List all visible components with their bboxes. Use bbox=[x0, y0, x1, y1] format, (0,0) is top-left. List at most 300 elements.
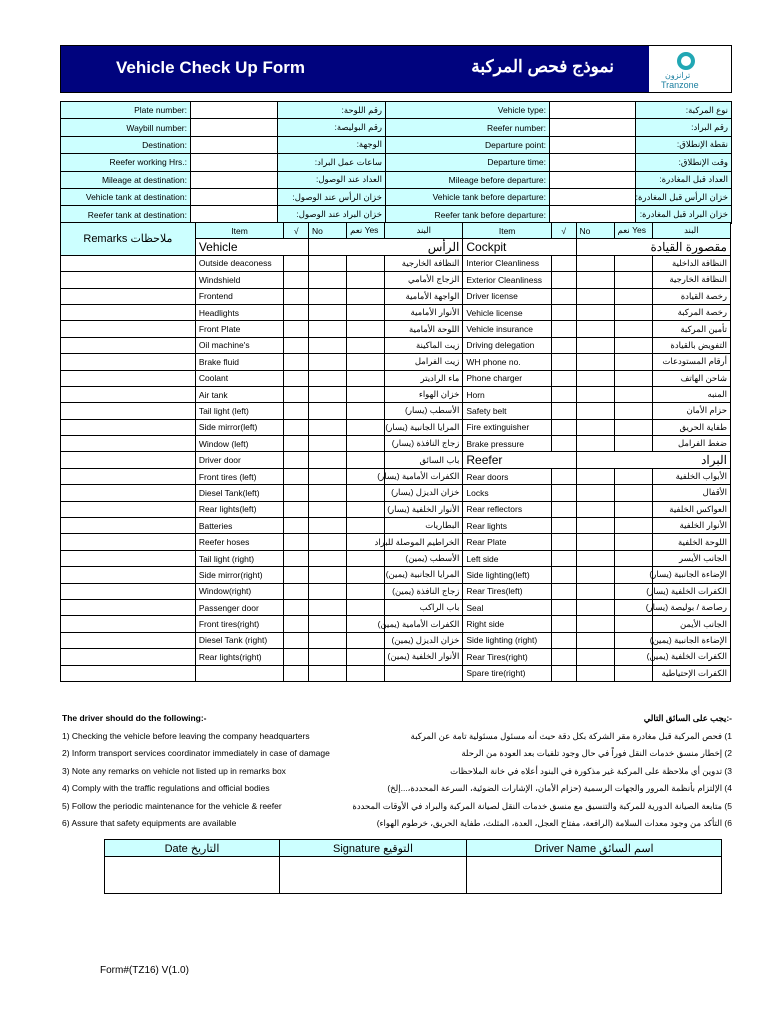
form-header bbox=[60, 45, 732, 93]
yes-cell-right[interactable] bbox=[614, 501, 652, 517]
check-cell-right[interactable] bbox=[551, 337, 576, 353]
yes-cell[interactable] bbox=[347, 599, 385, 615]
no-cell[interactable] bbox=[309, 321, 347, 337]
item-name-right: Horn bbox=[463, 386, 552, 402]
remarks-cell[interactable] bbox=[61, 370, 196, 386]
remarks-cell[interactable] bbox=[61, 583, 196, 599]
no-cell[interactable] bbox=[309, 403, 347, 419]
section-vehicle-ar: الرأس bbox=[309, 239, 463, 255]
check-cell[interactable] bbox=[284, 649, 309, 665]
check-cell-right[interactable] bbox=[551, 616, 576, 632]
info-label-right-ar: وقت الإنطلاق: bbox=[636, 154, 732, 171]
checklist-row bbox=[61, 436, 731, 452]
info-label-right-ar: خزان البراد قبل المغادرة: bbox=[636, 206, 732, 223]
no-cell[interactable] bbox=[309, 649, 347, 665]
item-name-right: Side lighting(left) bbox=[463, 567, 552, 583]
check-cell[interactable] bbox=[284, 321, 309, 337]
item-name: Front tires (left) bbox=[195, 468, 284, 484]
section-reefer: Reefer bbox=[463, 452, 576, 468]
check-cell[interactable] bbox=[284, 370, 309, 386]
yes-cell[interactable] bbox=[347, 354, 385, 370]
no-cell-right[interactable] bbox=[576, 550, 614, 566]
check-cell-right[interactable] bbox=[551, 534, 576, 550]
item-name-right-ar: الأقفال bbox=[652, 485, 730, 501]
no-cell-right[interactable] bbox=[576, 518, 614, 534]
logo-arabic: ترانزون bbox=[665, 71, 691, 80]
remarks-cell[interactable] bbox=[61, 649, 196, 665]
info-label-right-ar: العداد قبل المغادرة: bbox=[636, 171, 732, 188]
item-name bbox=[195, 665, 284, 681]
info-row bbox=[61, 171, 732, 188]
info-value-left[interactable] bbox=[191, 102, 278, 119]
instruction-en: 3) Note any remarks on vehicle not listed up in remarks box bbox=[62, 765, 286, 776]
check-cell-right[interactable] bbox=[551, 583, 576, 599]
no-cell[interactable] bbox=[309, 452, 347, 468]
info-value-left[interactable] bbox=[191, 188, 278, 205]
no-cell[interactable] bbox=[309, 288, 347, 304]
no-cell-right[interactable] bbox=[576, 354, 614, 370]
info-value-right[interactable] bbox=[550, 154, 636, 171]
remarks-cell[interactable] bbox=[61, 632, 196, 648]
remarks-cell[interactable] bbox=[61, 321, 196, 337]
item-name-ar: الزجاج الأمامي bbox=[385, 272, 463, 288]
remarks-cell[interactable] bbox=[61, 386, 196, 402]
check-cell-right[interactable] bbox=[551, 649, 576, 665]
remarks-cell[interactable] bbox=[61, 518, 196, 534]
no-cell[interactable] bbox=[309, 550, 347, 566]
info-label-right-ar: نوع المركبة: bbox=[636, 102, 732, 119]
item-name: Window(right) bbox=[195, 583, 284, 599]
yes-cell[interactable] bbox=[347, 419, 385, 435]
yes-cell[interactable] bbox=[347, 288, 385, 304]
instructions-heading-en: The driver should do the following:- bbox=[62, 713, 207, 723]
no-cell[interactable] bbox=[309, 354, 347, 370]
no-cell[interactable] bbox=[309, 518, 347, 534]
item-name: Reefer hoses bbox=[195, 534, 284, 550]
check-cell[interactable] bbox=[284, 550, 309, 566]
logo-ring-icon bbox=[677, 52, 695, 70]
remarks-cell[interactable] bbox=[61, 272, 196, 288]
info-value-right[interactable] bbox=[550, 206, 636, 223]
check-cell-right[interactable] bbox=[551, 272, 576, 288]
remarks-cell[interactable] bbox=[61, 534, 196, 550]
no-cell[interactable] bbox=[309, 501, 347, 517]
section-cockpit: Cockpit bbox=[463, 239, 576, 255]
item-name-right-ar: الكفرات الإحتياطية bbox=[652, 665, 730, 681]
yes-cell[interactable] bbox=[347, 632, 385, 648]
item-name-right-ar: رخصة المركبة bbox=[652, 304, 730, 320]
check-cell-right[interactable] bbox=[551, 436, 576, 452]
item-name-ar: خزان الديزل (يمين) bbox=[385, 632, 463, 648]
remarks-cell[interactable] bbox=[61, 567, 196, 583]
yes-cell-right[interactable] bbox=[614, 550, 652, 566]
instruction-item bbox=[62, 780, 732, 798]
yes-cell-right[interactable] bbox=[614, 419, 652, 435]
yes-cell-right[interactable] bbox=[614, 665, 652, 681]
check-cell[interactable] bbox=[284, 272, 309, 288]
check-cell-right[interactable] bbox=[551, 255, 576, 271]
no-cell-right[interactable] bbox=[576, 501, 614, 517]
yes-cell[interactable] bbox=[347, 485, 385, 501]
no-cell[interactable] bbox=[309, 419, 347, 435]
check-cell[interactable] bbox=[284, 599, 309, 615]
yes-cell[interactable] bbox=[347, 436, 385, 452]
no-cell[interactable] bbox=[309, 567, 347, 583]
no-cell-right[interactable] bbox=[576, 599, 614, 615]
no-cell-right[interactable] bbox=[576, 632, 614, 648]
check-cell[interactable] bbox=[284, 583, 309, 599]
no-cell-right[interactable] bbox=[576, 321, 614, 337]
no-cell-right[interactable] bbox=[576, 304, 614, 320]
instruction-item bbox=[62, 815, 732, 833]
check-cell[interactable] bbox=[284, 501, 309, 517]
checklist-row bbox=[61, 255, 731, 271]
check-cell[interactable] bbox=[284, 518, 309, 534]
yes-cell-right[interactable] bbox=[614, 518, 652, 534]
yes-cell[interactable] bbox=[347, 370, 385, 386]
no-cell-right[interactable] bbox=[576, 649, 614, 665]
item-name-ar: النظافة الخارجية bbox=[385, 255, 463, 271]
item-name-right: Rear Plate bbox=[463, 534, 552, 550]
item-name-ar: الأنوار الخلفية (يمين) bbox=[385, 649, 463, 665]
info-value-left[interactable] bbox=[191, 154, 278, 171]
remarks-cell[interactable] bbox=[61, 419, 196, 435]
info-label-right: Departure point: bbox=[386, 136, 550, 153]
check-cell[interactable] bbox=[284, 436, 309, 452]
check-cell-right[interactable] bbox=[551, 354, 576, 370]
info-value-right[interactable] bbox=[550, 136, 636, 153]
check-cell-right[interactable] bbox=[551, 485, 576, 501]
item-name-ar: خزان الهواء bbox=[385, 386, 463, 402]
info-label-left: Plate number: bbox=[61, 102, 191, 119]
remarks-cell[interactable] bbox=[61, 403, 196, 419]
check-cell-right[interactable] bbox=[551, 370, 576, 386]
item-name-right: Seal bbox=[463, 599, 552, 615]
no-cell-right[interactable] bbox=[576, 255, 614, 271]
info-value-left[interactable] bbox=[191, 136, 278, 153]
info-row bbox=[61, 136, 732, 153]
item-name-ar: الأنوار الأمامية bbox=[385, 304, 463, 320]
remarks-cell[interactable] bbox=[61, 616, 196, 632]
no-cell[interactable] bbox=[309, 632, 347, 648]
item-name-ar: باب السائق bbox=[385, 452, 463, 468]
check-cell[interactable] bbox=[284, 337, 309, 353]
checklist-row bbox=[61, 583, 731, 599]
instruction-en: 5) Follow the periodic maintenance for the vehicle & reefer bbox=[62, 800, 282, 811]
check-cell[interactable] bbox=[284, 616, 309, 632]
yes-cell[interactable] bbox=[347, 321, 385, 337]
check-cell-right[interactable] bbox=[551, 567, 576, 583]
yes-cell[interactable] bbox=[347, 272, 385, 288]
check-cell-right[interactable] bbox=[551, 288, 576, 304]
item-name: Tail light (left) bbox=[195, 403, 284, 419]
item-name-right: Rear lights bbox=[463, 518, 552, 534]
no-cell[interactable] bbox=[309, 616, 347, 632]
check-cell[interactable] bbox=[284, 354, 309, 370]
check-cell[interactable] bbox=[284, 534, 309, 550]
remarks-cell[interactable] bbox=[61, 485, 196, 501]
item-name: Front tires(right) bbox=[195, 616, 284, 632]
no-cell[interactable] bbox=[309, 485, 347, 501]
check-cell[interactable] bbox=[284, 468, 309, 484]
remarks-cell[interactable] bbox=[61, 436, 196, 452]
remarks-cell[interactable] bbox=[61, 337, 196, 353]
info-label-left: Reefer working Hrs.: bbox=[61, 154, 191, 171]
yes-cell[interactable] bbox=[347, 583, 385, 599]
item-name-right-ar: النظافة الداخلية bbox=[652, 255, 730, 271]
info-label-left-ar: خزان الرأس عند الوصول: bbox=[278, 188, 386, 205]
yes-cell[interactable] bbox=[347, 386, 385, 402]
yes-cell[interactable] bbox=[347, 304, 385, 320]
item-name-ar: المرايا الجانبية (يسار) bbox=[385, 419, 463, 435]
yes-cell-right[interactable] bbox=[614, 632, 652, 648]
driver-name-field[interactable] bbox=[467, 857, 722, 894]
yes-cell-right[interactable] bbox=[614, 288, 652, 304]
yes-cell-right[interactable] bbox=[614, 337, 652, 353]
remarks-cell[interactable] bbox=[61, 501, 196, 517]
no-cell[interactable] bbox=[309, 337, 347, 353]
item-name-right-ar: أرقام المستودعات bbox=[652, 354, 730, 370]
checklist-row bbox=[61, 649, 731, 665]
checklist-row bbox=[61, 468, 731, 484]
no-cell[interactable] bbox=[309, 583, 347, 599]
info-row bbox=[61, 119, 732, 136]
check-cell[interactable] bbox=[284, 665, 309, 681]
item-name-right-ar: اللوحة الخلفية bbox=[652, 534, 730, 550]
yes-cell-right[interactable] bbox=[614, 616, 652, 632]
item-name-ar: المرايا الجانبية (يمين) bbox=[385, 567, 463, 583]
no-cell[interactable] bbox=[309, 272, 347, 288]
signature-input-row bbox=[105, 857, 722, 894]
instruction-en: 6) Assure that safety equipments are available bbox=[62, 818, 237, 828]
section-vehicle: Vehicle bbox=[195, 239, 308, 255]
instruction-ar: 6) التأكد من وجود معدات السلامة (الرافعة، مفتاح العجل، العدة، المثلث، طفاية الحريق، خرطوم الهواء) bbox=[376, 818, 732, 828]
check-cell-right[interactable] bbox=[551, 632, 576, 648]
no-cell-right[interactable] bbox=[576, 665, 614, 681]
instruction-ar: 3) تدوين أي ملاحظة على المركبة غير مذكورة في البنود أعلاه في خانة الملاحظات bbox=[450, 765, 732, 776]
check-cell[interactable] bbox=[284, 452, 309, 468]
info-value-left[interactable] bbox=[191, 206, 278, 223]
yes-cell-right[interactable] bbox=[614, 534, 652, 550]
item-name-right: Fire extinguisher bbox=[463, 419, 552, 435]
instruction-en: 4) Comply with the traffic regulations and official bodies bbox=[62, 783, 270, 793]
check-cell[interactable] bbox=[284, 419, 309, 435]
item-name-ar: زجاج النافذة (يمين) bbox=[385, 583, 463, 599]
yes-cell-right[interactable] bbox=[614, 386, 652, 402]
check-cell-right[interactable] bbox=[551, 518, 576, 534]
no-cell[interactable] bbox=[309, 255, 347, 271]
check-cell[interactable] bbox=[284, 386, 309, 402]
info-row bbox=[61, 154, 732, 171]
no-cell[interactable] bbox=[309, 468, 347, 484]
no-cell-right[interactable] bbox=[576, 386, 614, 402]
item-name-ar: الواجهة الأمامية bbox=[385, 288, 463, 304]
item-name-right: Rear doors bbox=[463, 468, 552, 484]
no-cell-right[interactable] bbox=[576, 534, 614, 550]
yes-cell[interactable] bbox=[347, 649, 385, 665]
check-cell-right[interactable] bbox=[551, 599, 576, 615]
info-label-left: Destination: bbox=[61, 136, 191, 153]
item-name-right: Vehicle license bbox=[463, 304, 552, 320]
checklist-row bbox=[61, 419, 731, 435]
item-name: Side mirror(left) bbox=[195, 419, 284, 435]
item-name: Oil machine's bbox=[195, 337, 284, 353]
check-cell-right[interactable] bbox=[551, 321, 576, 337]
yes-cell-right[interactable] bbox=[614, 485, 652, 501]
check-cell-right[interactable] bbox=[551, 501, 576, 517]
remarks-cell[interactable] bbox=[61, 665, 196, 681]
no-cell-right[interactable] bbox=[576, 403, 614, 419]
yes-cell-right[interactable] bbox=[614, 354, 652, 370]
signature-table bbox=[104, 839, 722, 894]
yes-cell[interactable] bbox=[347, 452, 385, 468]
checklist-row bbox=[61, 337, 731, 353]
no-cell-right[interactable] bbox=[576, 616, 614, 632]
remarks-cell[interactable] bbox=[61, 452, 196, 468]
yes-cell[interactable] bbox=[347, 501, 385, 517]
check-cell[interactable] bbox=[284, 304, 309, 320]
item-name-right: Left side bbox=[463, 550, 552, 566]
info-label-left-ar: الوجهة: bbox=[278, 136, 386, 153]
item-name-right-ar: الجانب الأيمن bbox=[652, 616, 730, 632]
item-name: Window (left) bbox=[195, 436, 284, 452]
check-cell-right[interactable] bbox=[551, 386, 576, 402]
no-cell-right[interactable] bbox=[576, 337, 614, 353]
instruction-item bbox=[62, 798, 732, 816]
no-cell-right[interactable] bbox=[576, 485, 614, 501]
instruction-ar: 2) إخطار منسق خدمات النقل فوراً في حال وجود تلفيات بعد العودة من الرحلة bbox=[461, 748, 732, 758]
no-cell[interactable] bbox=[309, 370, 347, 386]
checklist-row bbox=[61, 386, 731, 402]
yes-cell[interactable] bbox=[347, 403, 385, 419]
check-cell[interactable] bbox=[284, 403, 309, 419]
check-cell[interactable] bbox=[284, 632, 309, 648]
no-cell[interactable] bbox=[309, 436, 347, 452]
item-name-right-ar: ضغط الفرامل bbox=[652, 436, 730, 452]
yes-cell-right[interactable] bbox=[614, 304, 652, 320]
info-label-left-ar: العداد عند الوصول: bbox=[278, 171, 386, 188]
form-title-arabic: نموذج فحص المركبة bbox=[471, 57, 614, 76]
signature-field[interactable] bbox=[280, 857, 467, 894]
info-label-right: Reefer number: bbox=[386, 119, 550, 136]
remarks-cell[interactable] bbox=[61, 255, 196, 271]
checklist-row bbox=[61, 665, 731, 681]
info-value-right[interactable] bbox=[550, 188, 636, 205]
info-value-right[interactable] bbox=[550, 102, 636, 119]
remarks-cell[interactable] bbox=[61, 550, 196, 566]
instruction-ar: 1) فحص المركبة قبل مغادرة مقر الشركة بكل دقة حيث أنه مسئول مسئولية تامة عن المركبة bbox=[410, 730, 732, 741]
check-cell-right[interactable] bbox=[551, 304, 576, 320]
item-name-right: WH phone no. bbox=[463, 354, 552, 370]
item-header: Item bbox=[195, 223, 284, 239]
date-field[interactable] bbox=[105, 857, 280, 894]
check-cell[interactable] bbox=[284, 255, 309, 271]
no-cell[interactable] bbox=[309, 665, 347, 681]
remarks-cell[interactable] bbox=[61, 468, 196, 484]
yes-cell-right[interactable] bbox=[614, 403, 652, 419]
check-cell-right[interactable] bbox=[551, 419, 576, 435]
checklist-table bbox=[60, 222, 731, 682]
info-row bbox=[61, 102, 732, 119]
yes-cell-right[interactable] bbox=[614, 468, 652, 484]
check-cell-right[interactable] bbox=[551, 403, 576, 419]
yes-cell-right[interactable] bbox=[614, 321, 652, 337]
no-cell-right[interactable] bbox=[576, 468, 614, 484]
info-value-right[interactable] bbox=[550, 119, 636, 136]
check-cell[interactable] bbox=[284, 288, 309, 304]
yes-cell[interactable] bbox=[347, 567, 385, 583]
date-label: Date التاريخ bbox=[105, 840, 280, 857]
info-label-right: Vehicle tank before departure: bbox=[386, 188, 550, 205]
check-cell-right[interactable] bbox=[551, 665, 576, 681]
remarks-cell[interactable] bbox=[61, 288, 196, 304]
checklist-row bbox=[61, 518, 731, 534]
instruction-en: 2) Inform transport services coordinator immediately in case of damage bbox=[62, 748, 330, 758]
signature-label: Signature التوقيع bbox=[280, 840, 467, 857]
item-name: Rear lights(left) bbox=[195, 501, 284, 517]
form-title: Vehicle Check Up Form bbox=[116, 58, 305, 77]
yes-cell[interactable] bbox=[347, 665, 385, 681]
no-cell[interactable] bbox=[309, 386, 347, 402]
yes-cell-right[interactable] bbox=[614, 255, 652, 271]
no-cell[interactable] bbox=[309, 304, 347, 320]
info-label-right-ar: خزان الرأس قبل المغادرة: bbox=[636, 188, 732, 205]
item-name-ar: الكفرات الأمامية (يسار) bbox=[385, 468, 463, 484]
yes-cell-right[interactable] bbox=[614, 370, 652, 386]
remarks-cell[interactable] bbox=[61, 599, 196, 615]
no-cell[interactable] bbox=[309, 599, 347, 615]
yes-header: نعم Yes bbox=[347, 223, 385, 239]
check-cell[interactable] bbox=[284, 567, 309, 583]
no-cell-right[interactable] bbox=[576, 419, 614, 435]
yes-cell-right[interactable] bbox=[614, 272, 652, 288]
info-label-right-ar: رقم البراد: bbox=[636, 119, 732, 136]
item-name-right: Locks bbox=[463, 485, 552, 501]
item-name-right-ar: الأبواب الخلفية bbox=[652, 468, 730, 484]
no-cell[interactable] bbox=[309, 534, 347, 550]
item-name-right-ar: المنبه bbox=[652, 386, 730, 402]
remarks-cell[interactable] bbox=[61, 354, 196, 370]
check-cell[interactable] bbox=[284, 485, 309, 501]
yes-cell-right[interactable] bbox=[614, 436, 652, 452]
checklist-row bbox=[61, 370, 731, 386]
item-name-right: Rear reflectors bbox=[463, 501, 552, 517]
item-name-right: Rear Tires(right) bbox=[463, 649, 552, 665]
no-cell-right[interactable] bbox=[576, 370, 614, 386]
yes-cell[interactable] bbox=[347, 337, 385, 353]
info-value-left[interactable] bbox=[191, 171, 278, 188]
yes-cell[interactable] bbox=[347, 518, 385, 534]
yes-cell-right[interactable] bbox=[614, 567, 652, 583]
no-cell-right[interactable] bbox=[576, 272, 614, 288]
yes-cell[interactable] bbox=[347, 255, 385, 271]
item-name-ar: اللوحة الأمامية bbox=[385, 321, 463, 337]
item-name-right-ar: الكفرات الخلفية (يمين) bbox=[652, 649, 730, 665]
info-value-left[interactable] bbox=[191, 119, 278, 136]
remarks-cell[interactable] bbox=[61, 304, 196, 320]
yes-cell[interactable] bbox=[347, 550, 385, 566]
item-name-right-ar: رصاصة / بوليصة (يسار) bbox=[652, 599, 730, 615]
info-value-right[interactable] bbox=[550, 171, 636, 188]
no-cell-right[interactable] bbox=[576, 288, 614, 304]
check-cell-right[interactable] bbox=[551, 468, 576, 484]
item-name-ar: الأسطب (يمين) bbox=[385, 550, 463, 566]
no-cell-right[interactable] bbox=[576, 583, 614, 599]
no-cell-right[interactable] bbox=[576, 436, 614, 452]
info-label-right: Mileage before departure: bbox=[386, 171, 550, 188]
check-cell-right[interactable] bbox=[551, 550, 576, 566]
no-cell-right[interactable] bbox=[576, 567, 614, 583]
